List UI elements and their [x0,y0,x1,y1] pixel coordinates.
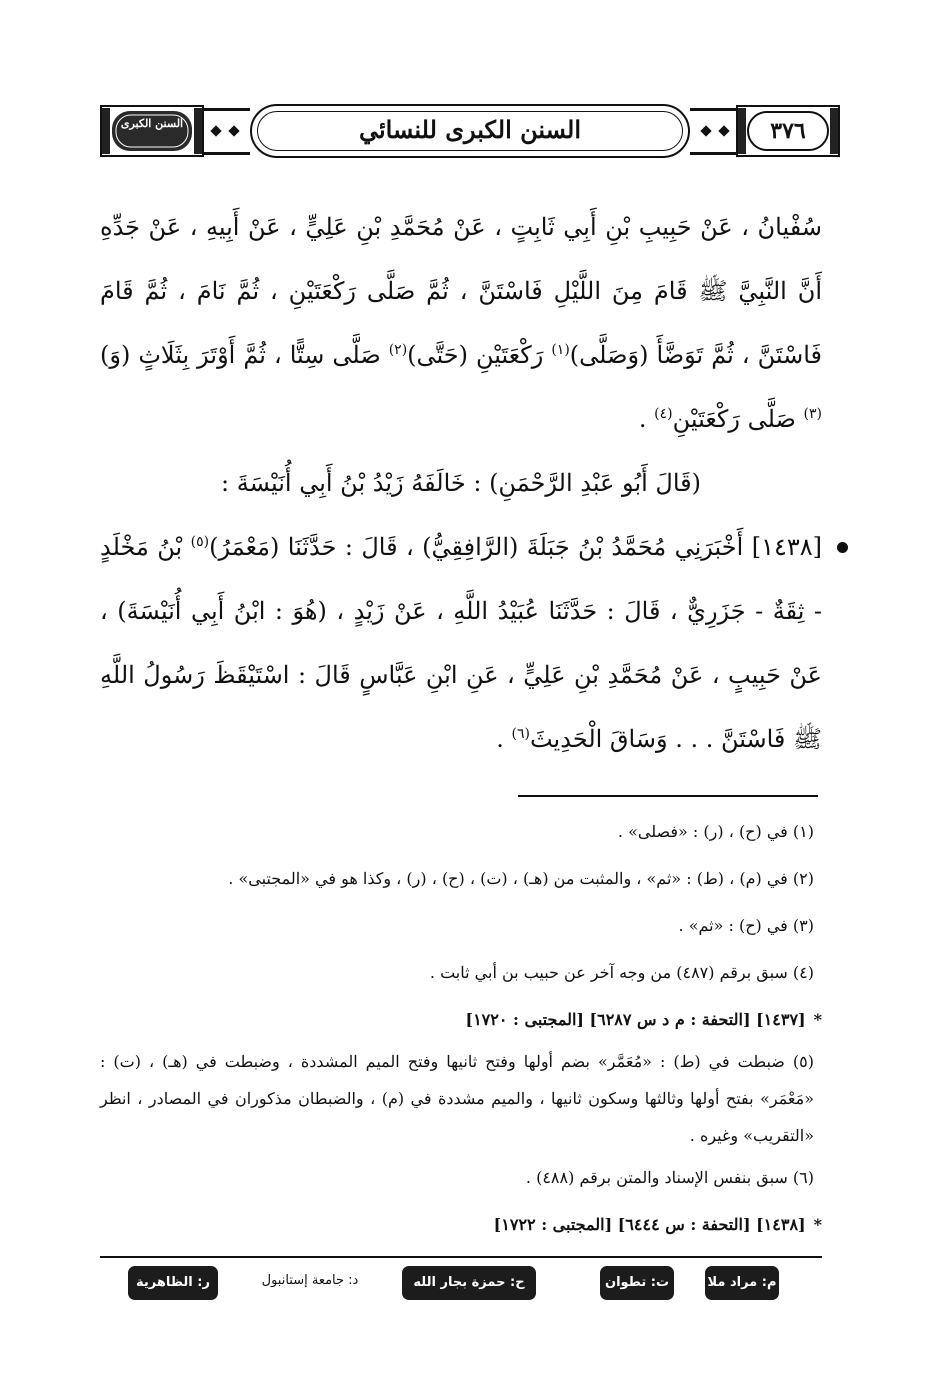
siglum-t: ت: تطوان [600,1266,674,1300]
author-remark: (قَالَ أَبُو عَبْدِ الرَّحْمَنِ) : خَالَفَهُ زَيْدُ بْنُ أَبِي أُنَيْسَةَ : [220,469,702,497]
hadith-paragraph-1: سُفْيانُ ، عَنْ حَبِيبِ بْنِ أَبِي ثَابِتٍ ، عَنْ مُحَمَّدِ بْنِ عَلِيٍّ ، عَنْ أَبِيهِ ، عَنْ جَدِّهِ أَنَّ النَّبِيَّ ﷺ قَامَ مِنَ اللَّيْلِ فَاسْتَنَّ ، ثُمَّ صَلَّى رَكْعَتَيْنِ ، ثُمَّ نَامَ ، ثُمَّ قَامَ فَاسْتَنَّ ، ثُمَّ تَوَضَّأَ (وَصَلَّى)$^{(١)}$ رَكْعَتَيْنِ (حَتَّى)$^{(٢)}$ صَلَّى سِتًّا ، ثُمَّ أَوْتَرَ بِثَلَاثٍ (وَ)$^{(٣)}$ صَلَّى رَكْعَتَيْنِ$^{(٤)}$ . [100,213,823,433]
bullet-icon [837,542,848,553]
siglum-d: د: جامعة إستانبول [250,1266,370,1296]
siglum-r: ر: الظاهرية [128,1266,218,1300]
footnote-5: (٥) ضبطت في (ط) : «مُعَمَّر» بضم أولها وفتح ثانيها وفتح الميم المشددة ، وضبطت في (هـ) ، (ت) : «مَعْمَر» بفتح أولها وثالثها وسكون ثانيها ، والميم مشددة في (م) ، والضبطان مذكوران في المصادر ، انظر «التقريب» وغيره . [100,1052,814,1145]
footnote-2: (٢) في (م) ، (ط) : «ثم» ، والمثبت من (هـ) ، (ت) ، (ح) ، (ر) ، وكذا هو في «المجتبى» . [228,869,814,888]
seal-text: السنن الكبرى [120,117,184,130]
footnotes [100,808,822,1248]
footnote-ref[interactable]: (٦) [511,726,530,742]
sigla-separator [100,1256,822,1258]
takhrij-1437: *[١٤٣٧] [التحفة : م د س ٦٢٨٧] [المجتبى : ١٧٢٠] [465,1010,822,1029]
star-icon: * [813,1010,822,1029]
footnote-ref[interactable]: (٥) [190,534,210,550]
seal-ornament [100,100,204,162]
page-number: ٣٧٦ [770,118,806,144]
book-title: السنن الكبرى للنسائي [358,115,582,144]
divider-diamond-icon [718,125,729,136]
siglum-m: م: مراد ملا [705,1266,779,1300]
divider-diamond-icon [228,125,239,136]
footnote-ref[interactable]: (٣) [803,406,822,422]
footnote-6: (٦) سبق بنفس الإسناد والمتن برقم (٤٨٨) . [525,1168,814,1187]
page-header [100,100,840,162]
takhrij-1438: *[١٤٣٨] [التحفة : س ٦٤٤٤] [المجتبى : ١٧٢٢] [493,1215,822,1234]
main-text [100,195,822,771]
footnote-separator [518,795,818,797]
title-cartouche [250,100,690,162]
footnote-4: (٤) سبق برقم (٤٨٧) من وجه آخر عن حبيب بن أبي ثابت . [429,963,814,982]
footnote-1: (١) في (ح) ، (ر) : «فصلى» . [617,822,814,841]
hadith-paragraph-1438: [١٤٣٨] أَخْبَرَنِي مُحَمَّدُ بْنُ جَبَلَةَ (الرَّافِقِيُّ) ، قَالَ : حَدَّثَنَا (مَعْمَرُ)$^{(٥)}$ بْنُ مَخْلَدٍ - ثِقَةٌ - جَزَرِيٌّ ، قَالَ : حَدَّثَنَا عُبَيْدُ اللَّهِ ، عَنْ زَيْدٍ ، (هُوَ : ابْنُ أَبِي أُنَيْسَةَ) ، عَنْ حَبِيبٍ ، عَنْ مُحَمَّدِ بْنِ عَلِيٍّ ، عَنِ ابْنِ عَبَّاسٍ قَالَ : اسْتَيْقَظَ رَسُولُ اللَّهِ ﷺ فَاسْتَنَّ . . . وَسَاقَ الْحَدِيثَ$^{(٦)}$ . [100,515,822,771]
divider-diamond-icon [700,125,711,136]
page-number-ornament [736,100,840,162]
footnote-ref[interactable]: (٢) [388,342,408,358]
star-icon: * [813,1215,822,1234]
siglum-h: ح: حمزة بجار الله [402,1266,536,1300]
divider-diamond-icon [210,125,221,136]
footnote-ref[interactable]: (١) [551,342,570,358]
footnote-3: (٣) في (ح) : «ثم» . [678,916,814,935]
footnote-ref[interactable]: (٤) [654,406,673,422]
